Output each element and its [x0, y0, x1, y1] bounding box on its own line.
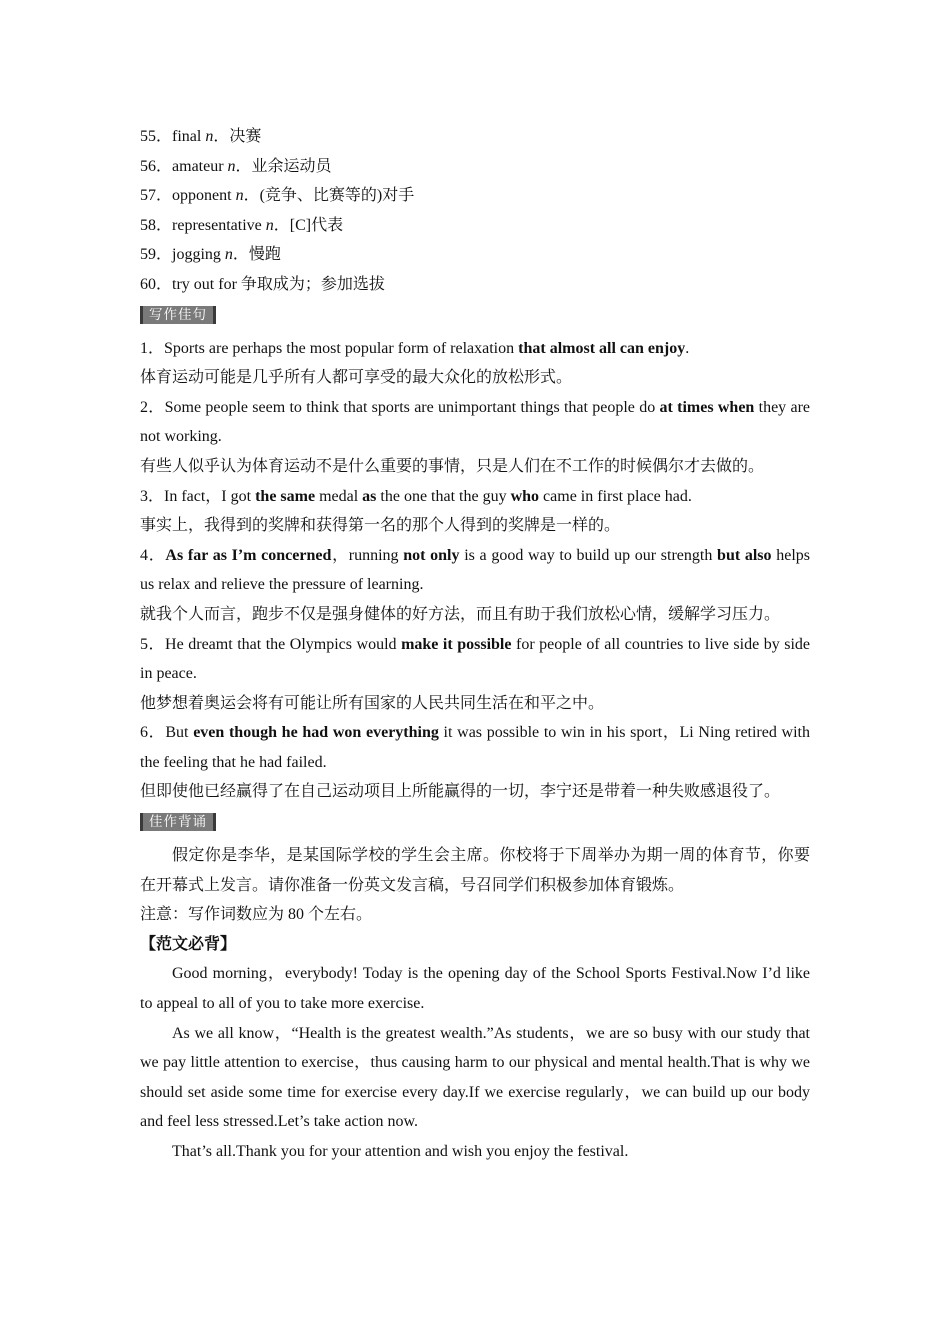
- sentence-en: 2．Some people seem to think that sports are unimportant things that people do at times when they are not working.: [140, 398, 811, 446]
- model-essay: [140, 959, 810, 1166]
- sentence-cn: 但即使他已经赢得了在自己运动项目上所能赢得的一切，李宁还是带着一种失败感退役了。: [140, 783, 781, 801]
- vocab-item: 59．jogging n．慢跑: [140, 246, 281, 264]
- word-count-note: 注意：写作词数应为 80 个左右。: [140, 906, 373, 924]
- sentence-en: 1．Sports are perhaps the most popular form of relaxation that almost all can enjoy.: [140, 339, 690, 357]
- sentence-cn: 他梦想着奥运会将有可能让所有国家的人民共同生活在和平之中。: [140, 694, 605, 712]
- writing-prompt: 假定你是李华，是某国际学校的学生会主席。你校将于下周举办为期一周的体育节，你要在开幕式上发言。请你准备一份英文发言稿，号召同学们积极参加体育锻炼。: [140, 847, 810, 894]
- vocab-item: 56．amateur n．业余运动员: [140, 157, 332, 175]
- vocab-item: 55．final n．决赛: [140, 128, 262, 145]
- section-tag-model-essay: 佳作背诵: [140, 813, 216, 831]
- essay-paragraph: Good morning，everybody! Today is the opening day of the School Sports Festival.Now I’d like to appeal to all of you to take more exercise.: [140, 965, 811, 1013]
- vocab-item: 57．opponent n．(竞争、比赛等的)对手: [140, 187, 415, 205]
- sentence-en: 5．He dreamt that the Olympics would make it possible for people of all countries to live side by side in peace.: [140, 635, 810, 683]
- vocab-item: 58．representative n．[C]代表: [140, 216, 344, 234]
- sentence-en: 4．As far as I’m concerned，running not only is a good way to build up our strength but also helps us relax and relieve the pressure of learning.: [140, 546, 811, 594]
- sentence-cn: 就我个人而言，跑步不仅是强身健体的好方法，而且有助于我们放松心情，缓解学习压力。: [140, 605, 781, 623]
- section-tag-writing-sentences: 写作佳句: [140, 306, 216, 324]
- essay-paragraph: As we all know，“Health is the greatest wealth.”As students，we are so busy with our study that we pay little attention to exercise，thus causing harm to our physical and mental health.That is why we should set aside some time for exercise every day.If we exercise regularly，we can build up our body and feel less stressed.Let’s take action now.: [140, 1024, 810, 1131]
- model-essay-heading: 【范文必背】: [140, 935, 237, 953]
- sentence-en: 3．In fact，I got the same medal as the one that the guy who came in first place had.: [140, 487, 692, 505]
- sentence-cn: 有些人似乎认为体育运动不是什么重要的事情，只是人们在不工作的时候偶尔才去做的。: [140, 457, 765, 475]
- vocab-item: 60．try out for 争取成为；参加选拔: [140, 275, 385, 293]
- sentence-list: [140, 334, 810, 808]
- essay-paragraph: That’s all.Thank you for your attention and wish you enjoy the festival.: [172, 1143, 629, 1160]
- document-page: [140, 122, 810, 1167]
- sentence-cn: 体育运动可能是几乎所有人都可享受的最大众化的放松形式。: [140, 369, 573, 387]
- vocab-list: [140, 122, 810, 300]
- sentence-cn: 事实上，我得到的奖牌和获得第一名的那个人得到的奖牌是一样的。: [140, 517, 621, 535]
- sentence-en: 6．But even though he had won everything it was possible to win in his sport，Li Ning retired with the feeling that he had failed.: [140, 724, 810, 771]
